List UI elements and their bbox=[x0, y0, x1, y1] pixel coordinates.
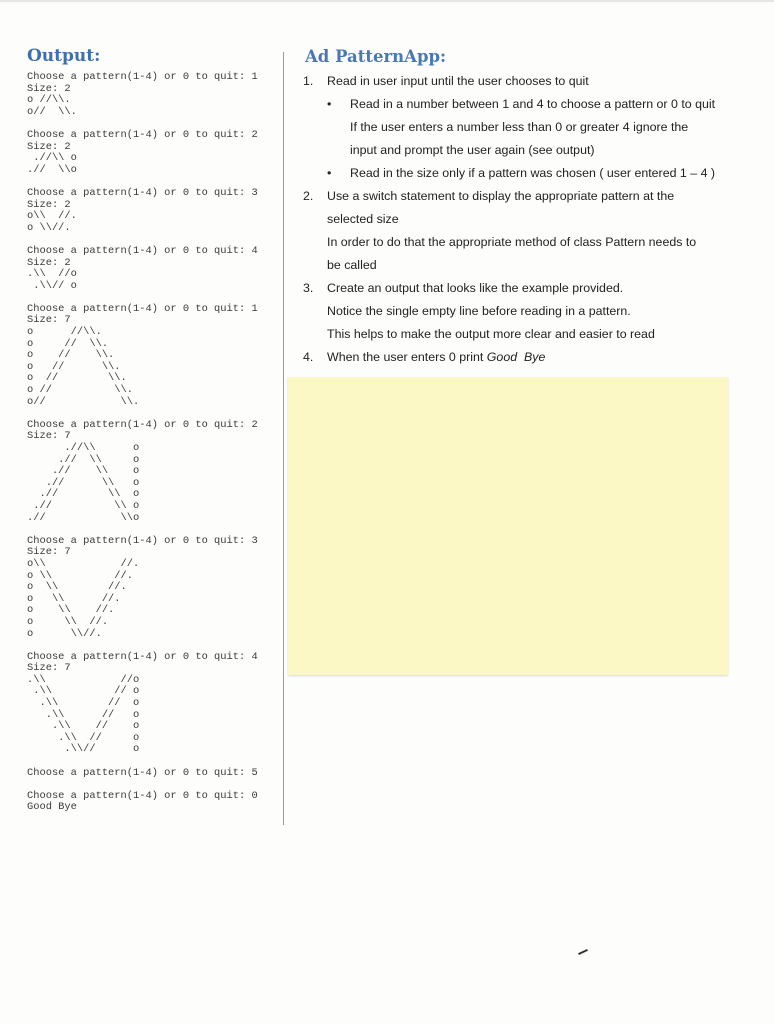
item-text: Use a switch statement to display the appropriate pattern at the bbox=[327, 189, 675, 203]
pattern-line: o \\ //. bbox=[27, 569, 134, 582]
console-block bbox=[27, 130, 283, 176]
console-size: Size: 7 bbox=[27, 430, 71, 443]
console-block bbox=[27, 246, 283, 292]
console-block bbox=[27, 72, 283, 118]
item-continuation: In order to do that the appropriate method of class Pattern needs to bbox=[327, 235, 697, 249]
pattern-line: .\\ // o bbox=[27, 697, 140, 710]
console-size: Size: 7 bbox=[27, 314, 71, 327]
app-heading: Ad PatternApp: bbox=[305, 47, 447, 66]
pattern-line: o\\ //. bbox=[27, 557, 140, 570]
column-divider bbox=[283, 52, 284, 825]
pattern-line: o \\//. bbox=[27, 221, 71, 234]
pattern-line: .// \\ o bbox=[27, 465, 140, 478]
item-number: 1. bbox=[303, 74, 314, 88]
output-heading: Output: bbox=[27, 46, 101, 66]
bullet-continuation: If the user enters a number less than 0 or greater 4 ignore the bbox=[350, 120, 689, 134]
pattern-line: .//\\ o bbox=[27, 442, 140, 454]
console-block bbox=[27, 304, 283, 408]
pattern-line: .// \\ o bbox=[27, 499, 140, 512]
output-column bbox=[27, 44, 283, 826]
item-text: Read in user input until the user chooses to quit bbox=[327, 74, 589, 88]
bullet-item bbox=[303, 93, 763, 116]
console-block bbox=[27, 188, 283, 234]
console-prompt: Choose a pattern(1-4) or 0 to quit: 5 bbox=[27, 766, 258, 779]
pattern-line: .// \\ o bbox=[27, 453, 140, 466]
console-prompt: Choose a pattern(1-4) or 0 to quit: 2 bbox=[27, 128, 258, 141]
pattern-line: .// \\o bbox=[27, 511, 140, 524]
console-block bbox=[27, 652, 283, 756]
console-block bbox=[27, 768, 283, 780]
pattern-line: .\\// o bbox=[27, 743, 140, 756]
item-text: Create an output that looks like the example provided. bbox=[327, 281, 624, 295]
pattern-line: .\\ // o bbox=[27, 720, 140, 733]
pattern-line: o \\ //. bbox=[27, 615, 109, 628]
item-continuation: This helps to make the output more clear and easier to read bbox=[327, 327, 655, 341]
console-size: Size: 2 bbox=[27, 140, 71, 153]
item-continuation: be called bbox=[327, 258, 377, 272]
pattern-line: o \\//. bbox=[27, 627, 102, 640]
pattern-line: o //\\. bbox=[27, 94, 71, 107]
console-prompt: Choose a pattern(1-4) or 0 to quit: 1 bbox=[27, 302, 258, 315]
item-continuation: selected size bbox=[327, 212, 399, 226]
pattern-line: Good Bye bbox=[27, 801, 77, 814]
instructions-column bbox=[303, 44, 763, 369]
pattern-line: o //\\. bbox=[27, 326, 102, 339]
console-block bbox=[27, 791, 283, 814]
pattern-line: o // \\. bbox=[27, 360, 121, 373]
console-size: Size: 7 bbox=[27, 662, 71, 675]
bullet-item bbox=[303, 162, 763, 185]
console-prompt: Choose a pattern(1-4) or 0 to quit: 1 bbox=[27, 71, 258, 83]
pen-mark bbox=[578, 949, 588, 955]
console-prompt: Choose a pattern(1-4) or 0 to quit: 2 bbox=[27, 418, 258, 431]
item-number: 2. bbox=[303, 189, 314, 203]
console-prompt: Choose a pattern(1-4) or 0 to quit: 3 bbox=[27, 534, 258, 547]
bullet-text: Read in the size only if a pattern was chosen ( user entered 1 – 4 ) bbox=[350, 166, 716, 180]
pattern-line: .\\// o bbox=[27, 279, 77, 292]
pattern-line: .// \\o bbox=[27, 163, 77, 176]
console-block bbox=[27, 420, 283, 524]
pattern-line: .// \\ o bbox=[27, 476, 140, 489]
bullet-continuation: input and prompt the user again (see output) bbox=[350, 143, 595, 157]
pattern-line: .\\ // o bbox=[27, 685, 140, 698]
console-prompt: Choose a pattern(1-4) or 0 to quit: 3 bbox=[27, 186, 258, 199]
pattern-line: o // \\. bbox=[27, 337, 109, 350]
good-bye-text: Good Bye bbox=[486, 350, 546, 364]
console-prompt: Choose a pattern(1-4) or 0 to quit: 0 bbox=[27, 789, 258, 802]
console-size: Size: 2 bbox=[27, 198, 71, 211]
list-item-2 bbox=[303, 185, 763, 277]
bullet-text: Read in a number between 1 and 4 to choose a pattern or 0 to quit bbox=[350, 97, 716, 111]
item-text: When the user enters 0 print bbox=[327, 350, 487, 364]
pattern-line: .\\ // o bbox=[27, 731, 140, 744]
console-output bbox=[27, 72, 283, 814]
page-edge bbox=[0, 0, 774, 2]
pattern-line: o // \\. bbox=[27, 372, 127, 385]
bullet-icon: • bbox=[327, 97, 332, 111]
item-number: 3. bbox=[303, 281, 314, 295]
pattern-line: o \\ //. bbox=[27, 592, 121, 605]
console-size: Size: 2 bbox=[27, 256, 71, 269]
pattern-line: .//\\ o bbox=[27, 152, 77, 165]
pattern-line: o // \\. bbox=[27, 384, 134, 397]
bullet-icon: • bbox=[327, 166, 332, 180]
pattern-line: o \\ //. bbox=[27, 581, 127, 594]
pattern-line: o \\ //. bbox=[27, 604, 115, 617]
item-continuation: Notice the single empty line before reading in a pattern. bbox=[327, 304, 631, 318]
console-block bbox=[27, 536, 283, 640]
console-prompt: Choose a pattern(1-4) or 0 to quit: 4 bbox=[27, 244, 258, 257]
list-item-1 bbox=[303, 70, 763, 93]
pattern-line: o // \\. bbox=[27, 349, 115, 362]
pattern-line: o// \\. bbox=[27, 395, 140, 408]
console-prompt: Choose a pattern(1-4) or 0 to quit: 4 bbox=[27, 650, 258, 663]
pattern-line: o// \\. bbox=[27, 105, 77, 118]
list-item-3 bbox=[303, 277, 763, 346]
console-size: Size: 2 bbox=[27, 82, 71, 95]
item-number: 4. bbox=[303, 350, 314, 364]
sticky-note bbox=[288, 377, 728, 675]
list-item-4 bbox=[303, 346, 763, 369]
pattern-line: .\\ //o bbox=[27, 673, 140, 686]
pattern-line: .\\ //o bbox=[27, 268, 77, 281]
pattern-line: o\\ //. bbox=[27, 210, 77, 223]
pattern-line: .// \\ o bbox=[27, 488, 140, 501]
console-size: Size: 7 bbox=[27, 546, 71, 559]
pattern-line: .\\ // o bbox=[27, 708, 140, 721]
